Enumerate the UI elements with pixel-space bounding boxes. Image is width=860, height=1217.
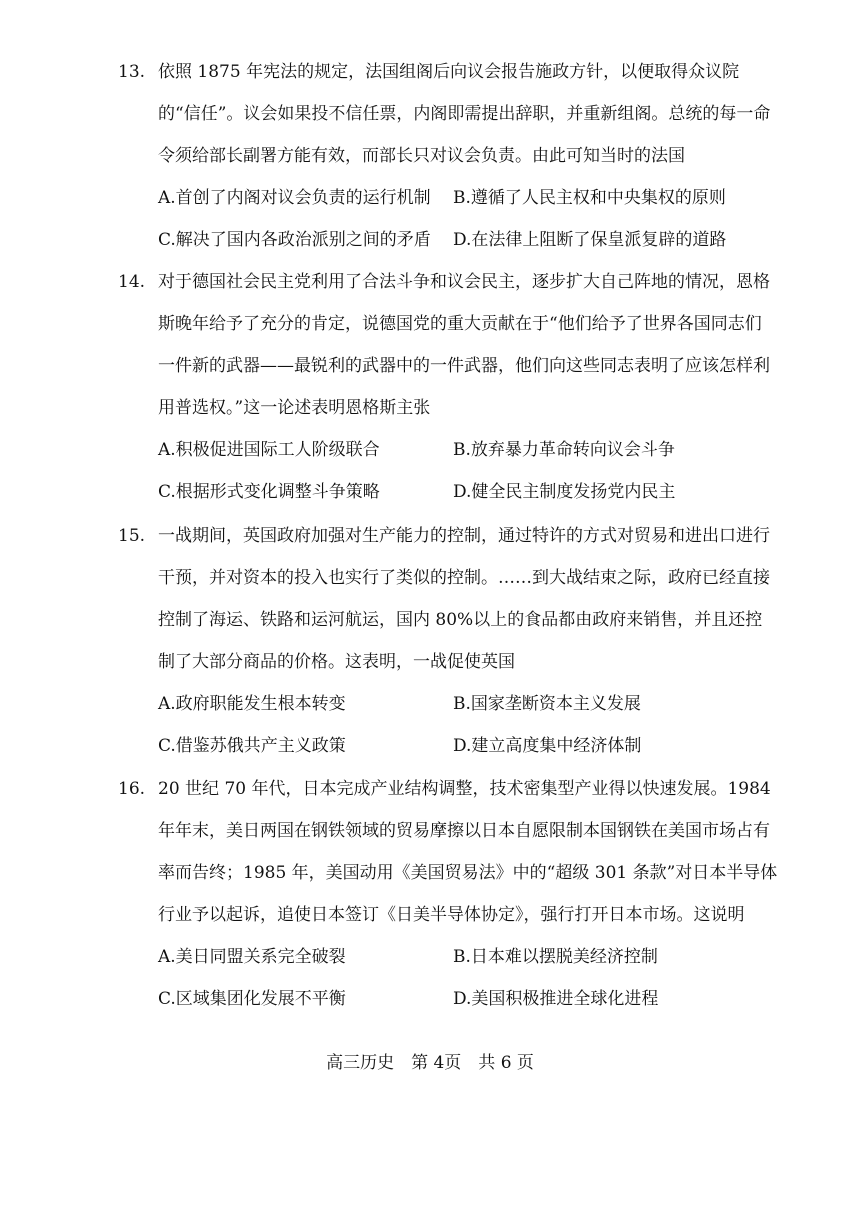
question-14 xyxy=(118,261,778,513)
options xyxy=(118,177,778,261)
question-number: 14. xyxy=(118,272,146,292)
question-16 xyxy=(118,768,778,1020)
question-text: 对于德国社会民主党利用了合法斗争和议会民主，逐步扩大自己阵地的情况，恩格斯晚年给予了充分的肯定，说德国党的重大贡献在于“他们给予了世界各国同志们一件新的武器——最锐利的武器中的一件武器，他们向这些同志表明了应该怎样利用普选权。”这一论述表明恩格斯主张 xyxy=(158,272,770,418)
option-c: C.区域集团化发展不平衡 xyxy=(158,989,346,1009)
option-row xyxy=(158,683,778,725)
option-a: A.首创了内阁对议会负责的运行机制 xyxy=(158,188,431,208)
question-13 xyxy=(118,51,778,261)
option-b: B.国家垄断资本主义发展 xyxy=(453,694,641,714)
question-text: 一战期间，英国政府加强对生产能力的控制，通过特许的方式对贸易和进出口进行干预，并对资本的投入也实行了类似的控制。……到大战结束之际，政府已经直接控制了海运、铁路和运河航运，国内 80%以上的食品都由政府来销售，并且还控制了大部分商品的价格。这表明，一战促使英国 xyxy=(158,526,770,672)
question-stem xyxy=(118,261,778,429)
option-row xyxy=(158,978,778,1020)
option-c: C.根据形式变化调整斗争策略 xyxy=(158,482,380,502)
option-a: A.积极促进国际工人阶级联合 xyxy=(158,440,380,460)
options xyxy=(118,429,778,513)
option-b: B.遵循了人民主权和中央集权的原则 xyxy=(453,188,726,208)
question-text: 依照 1875 年宪法的规定，法国组阁后向议会报告施政方针，以便取得众议院的“信任”。议会如果投不信任票，内阁即需提出辞职，并重新组阁。总统的每一命令须给部长副署方能有效，而部长只对议会负责。由此可知当时的法国 xyxy=(158,62,771,166)
question-stem xyxy=(118,515,778,683)
option-row xyxy=(158,725,778,767)
option-b: B.放弃暴力革命转向议会斗争 xyxy=(453,440,675,460)
option-row xyxy=(158,471,778,513)
option-row xyxy=(158,219,778,261)
option-d: D.建立高度集中经济体制 xyxy=(453,736,642,756)
option-row xyxy=(158,429,778,471)
option-a: A.政府职能发生根本转变 xyxy=(158,694,346,714)
options xyxy=(118,936,778,1020)
option-row xyxy=(158,177,778,219)
question-number: 15. xyxy=(118,526,146,546)
option-d: D.在法律上阻断了保皇派复辟的道路 xyxy=(453,230,727,250)
option-b: B.日本难以摆脱美经济控制 xyxy=(453,947,658,967)
page-footer: 高三历史 第 4页 共 6 页 xyxy=(326,1053,534,1073)
question-number: 16. xyxy=(118,779,146,799)
question-stem xyxy=(118,768,778,936)
question-number: 13. xyxy=(118,62,146,82)
question-15 xyxy=(118,515,778,767)
option-d: D.健全民主制度发扬党内民主 xyxy=(453,482,676,502)
option-c: C.解决了国内各政治派别之间的矛盾 xyxy=(158,230,431,250)
option-a: A.美日同盟关系完全破裂 xyxy=(158,947,346,967)
question-text: 20 世纪 70 年代，日本完成产业结构调整，技术密集型产业得以快速发展。1984 年年末，美日两国在钢铁领域的贸易摩擦以日本自愿限制本国钢铁在美国市场占有率而告终；1985 年，美国动用《美国贸易法》中的“超级 301 条款”对日本半导体行业予以起诉，追使日本签订《日美半导体协定》，强行打开日本市场。这说明 xyxy=(158,779,778,925)
option-c: C.借鉴苏俄共产主义政策 xyxy=(158,736,346,756)
options xyxy=(118,683,778,767)
option-row xyxy=(158,936,778,978)
question-stem xyxy=(118,51,778,177)
option-d: D.美国积极推进全球化进程 xyxy=(453,989,659,1009)
